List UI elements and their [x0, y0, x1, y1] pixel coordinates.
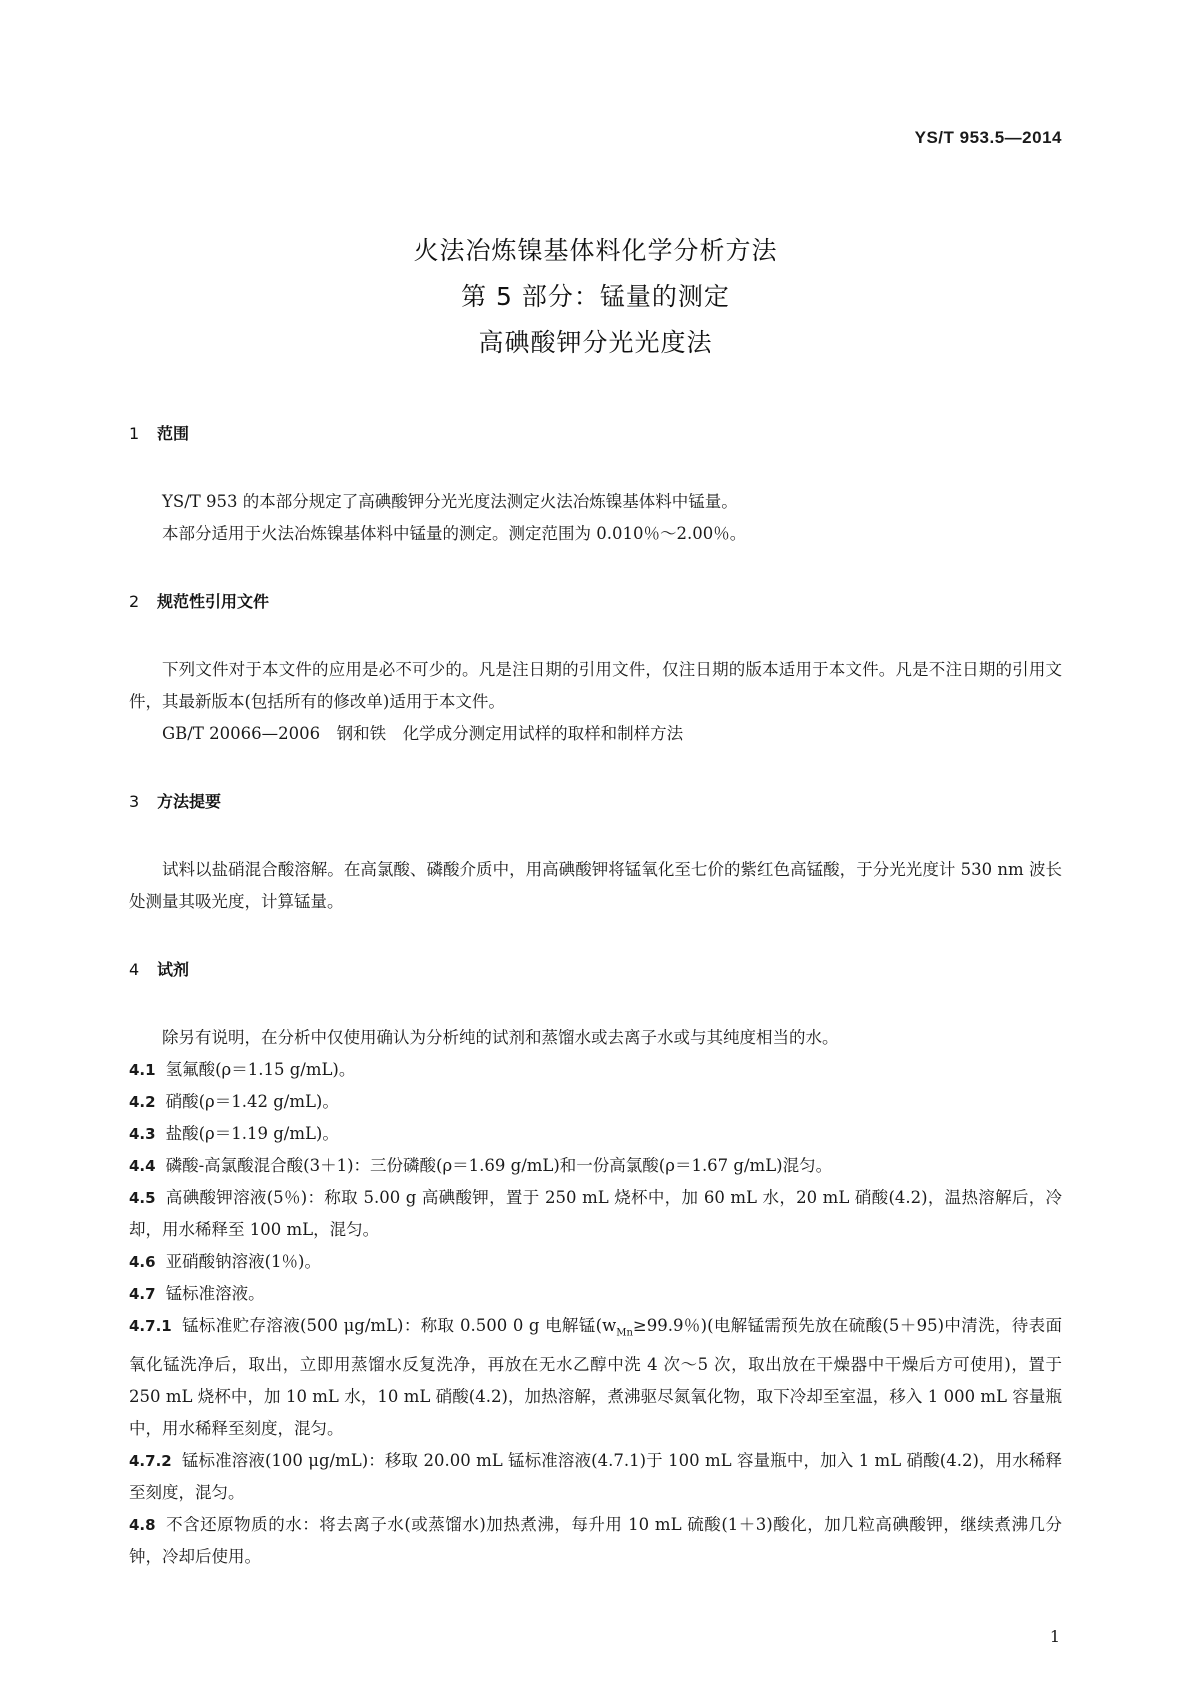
section-1-paragraph-2: 本部分适用于火法冶炼镍基体料中锰量的测定。测定范围为 0.010％～2.00％。: [162, 524, 747, 543]
reagent-item: [129, 1054, 1062, 1086]
item-text: 氢氟酸(ρ＝1.15 g/mL)。: [165, 1060, 356, 1079]
section-4-intro: 除另有说明，在分析中仅使用确认为分析纯的试剂和蒸馏水或去离子水或与其纯度相当的水。: [162, 1028, 839, 1047]
normative-reference: [129, 718, 1062, 750]
item-text: 锰标准溶液。: [165, 1284, 265, 1303]
item-number: 4.7.2: [129, 1452, 172, 1471]
reagent-item-4-7-1: [129, 1310, 1062, 1445]
section-number: 3: [129, 792, 140, 811]
reference-title: 钢和铁 化学成分测定用试样的取样和制样方法: [336, 724, 684, 743]
reagent-item: [129, 1150, 1062, 1182]
item-number: 4.4: [129, 1157, 156, 1175]
reagent-item: [129, 1246, 1062, 1278]
section-1-paragraph-1: YS/T 953 的本部分规定了高碘酸钾分光光度法测定火法冶炼镍基体料中锰量。: [162, 492, 738, 511]
section-1-heading: [129, 422, 1062, 446]
item-number: 4.2: [129, 1093, 156, 1111]
reagent-item-4-8: [129, 1509, 1062, 1573]
item-text-part-a: 锰标准贮存溶液(500 μg/mL)：称取 0.500 0 g 电解锰(w: [181, 1316, 617, 1335]
item-text: 盐酸(ρ＝1.19 g/mL)。: [165, 1124, 339, 1143]
item-number: 4.8: [129, 1516, 156, 1535]
item-text: 锰标准溶液(100 μg/mL)：移取 20.00 mL 锰标准溶液(4.7.1)于 100 mL 容量瓶中，加入 1 mL 硝酸(4.2)，用水稀释至刻度，混匀。: [129, 1451, 1062, 1503]
reagent-item: [129, 1118, 1062, 1150]
subscript-mn: Mn: [616, 1327, 633, 1339]
section-title: 规范性引用文件: [157, 592, 270, 611]
section-number: 1: [129, 424, 140, 443]
title-line-1: 火法冶炼镍基体料化学分析方法: [413, 236, 778, 265]
item-text: 不含还原物质的水：将去离子水(或蒸馏水)加热煮沸，每升用 10 mL 硫酸(1＋3)酸化，加几粒高碘酸钾，继续煮沸几分钟，冷却后使用。: [129, 1515, 1062, 1567]
item-text: 硝酸(ρ＝1.42 g/mL)。: [165, 1092, 339, 1111]
section-number: 4: [129, 960, 140, 979]
reagent-item-4-7-2: [129, 1445, 1062, 1509]
item-number: 4.7.1: [129, 1317, 172, 1335]
reagent-item: [129, 1182, 1062, 1246]
reference-code: GB/T 20066—2006: [162, 724, 321, 743]
item-number: 4.5: [129, 1189, 156, 1207]
item-number: 4.7: [129, 1285, 156, 1303]
item-number: 4.6: [129, 1253, 156, 1271]
page-number: 1: [1049, 1627, 1060, 1646]
section-number: 2: [129, 592, 140, 611]
item-number: 4.3: [129, 1125, 156, 1143]
section-2-paragraph-1: 下列文件对于本文件的应用是必不可少的。凡是注日期的引用文件，仅注日期的版本适用于本文件。凡是不注日期的引用文件，其最新版本(包括所有的修改单)适用于本文件。: [129, 660, 1062, 711]
section-4-heading: [129, 958, 1062, 982]
section-3-heading: [129, 790, 1062, 814]
document-body: [129, 422, 1062, 1573]
item-text: 磷酸-高氯酸混合酸(3＋1)：三份磷酸(ρ＝1.69 g/mL)和一份高氯酸(ρ＝1.67 g/mL)混匀。: [165, 1156, 833, 1175]
item-text: 亚硝酸钠溶液(1％)。: [165, 1252, 321, 1271]
item-number: 4.1: [129, 1061, 156, 1079]
section-title: 范围: [157, 424, 190, 443]
section-title: 试剂: [157, 960, 190, 979]
section-2-heading: [129, 590, 1062, 614]
reagent-item: [129, 1278, 1062, 1310]
reagent-item: [129, 1086, 1062, 1118]
standard-code: YS/T 953.5—2014: [914, 128, 1062, 147]
section-3-paragraph-1: 试料以盐硝混合酸溶解。在高氯酸、磷酸介质中，用高碘酸钾将锰氧化至七价的紫红色高锰酸，于分光光度计 530 nm 波长处测量其吸光度，计算锰量。: [129, 860, 1062, 911]
item-text-part-b: ≥99.9％)(电解锰需预先放在硫酸(5＋95)中清洗，待表面氧化锰洗净后，取出，立即用蒸馏水反复洗净，再放在无水乙醇中洗 4 次～5 次，取出放在干燥器中干燥后方可使用)，置于 250 mL 烧杯中，加 10 mL 水，10 mL 硝酸(4.2)，加热溶解，煮沸驱尽氮氧化物，取下冷却至室温，移入 1 000 mL 容量瓶中，用水稀释至刻度，混匀。: [129, 1316, 1062, 1439]
section-title: 方法提要: [157, 792, 222, 811]
title-line-2: 第 5 部分：锰量的测定: [461, 282, 730, 311]
title-line-3: 高碘酸钾分光光度法: [478, 328, 713, 357]
item-text: 高碘酸钾溶液(5％)：称取 5.00 g 高碘酸钾，置于 250 mL 烧杯中，加 60 mL 水，20 mL 硝酸(4.2)，温热溶解后，冷却，用水稀释至 100 mL，混匀。: [129, 1188, 1062, 1239]
document-title: [0, 228, 1191, 366]
